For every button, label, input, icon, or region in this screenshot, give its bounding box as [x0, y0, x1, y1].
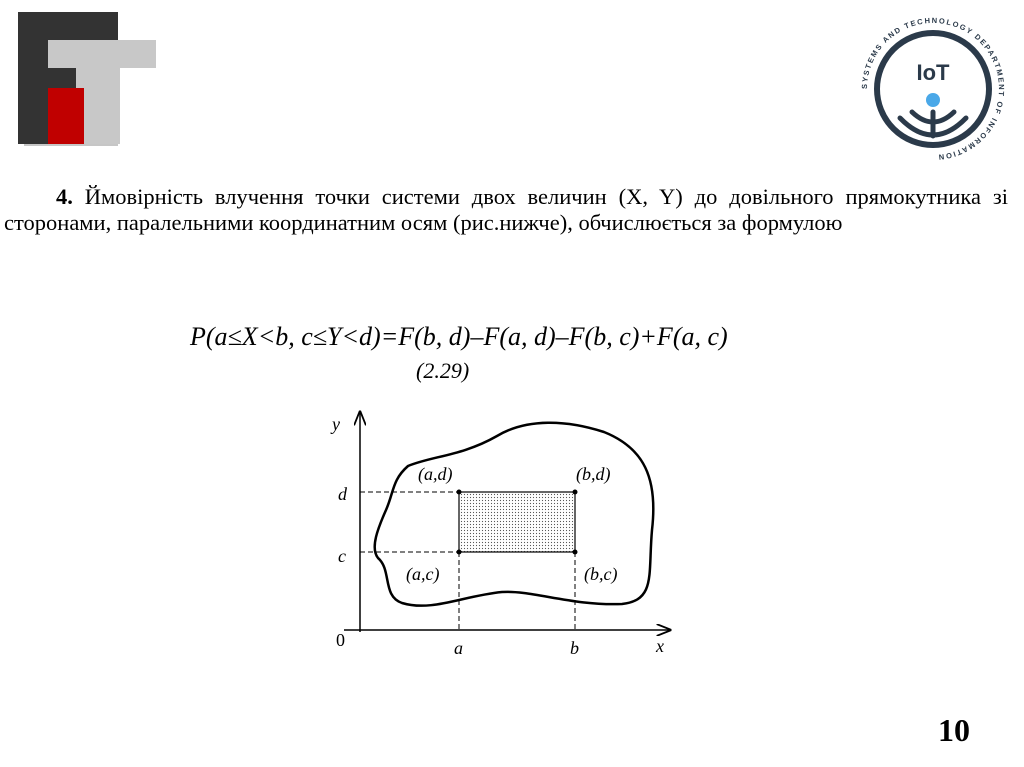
paragraph-text: Ймовірність влучення точки системи двох величин (X, Y) до довільного прямокутника зі сторонами, паралельними координатним осям (рис.нижче), обчислюється за формулою — [4, 184, 1008, 235]
equation-number: (2.29) — [416, 358, 470, 383]
formula: P(a≤X<b, c≤Y<d)=F(b, d)–F(a, d)–F(b, c)+F(a, c) — [190, 322, 728, 351]
x-axis-label: x — [656, 636, 664, 656]
corner-ac-label: (a,c) — [406, 564, 440, 584]
tick-c: c — [338, 546, 346, 566]
probability-rectangle — [459, 492, 575, 552]
y-axis-label: y — [332, 414, 340, 434]
tick-a: a — [454, 638, 463, 658]
tick-b: b — [570, 638, 579, 658]
corner-ad-label: (a,d) — [418, 464, 453, 484]
probability-rectangle-diagram — [322, 400, 682, 670]
logo-ring-text: SYSTEMS AND TECHNOLOGY DEPARTMENT OF INFORMATION — [859, 15, 1007, 162]
corner-bc-label: (b,c) — [584, 564, 618, 584]
iot-department-logo — [852, 8, 1014, 170]
page-number: 10 — [938, 712, 970, 748]
ft-logo — [18, 12, 158, 148]
corner-bd-label: (b,d) — [576, 464, 611, 484]
logo-iot-text: IoT — [916, 60, 950, 85]
item-number: 4. — [56, 184, 73, 209]
origin-label: 0 — [336, 630, 345, 650]
paragraph — [4, 184, 1008, 236]
tick-d: d — [338, 484, 347, 504]
logo-dot — [926, 93, 940, 107]
